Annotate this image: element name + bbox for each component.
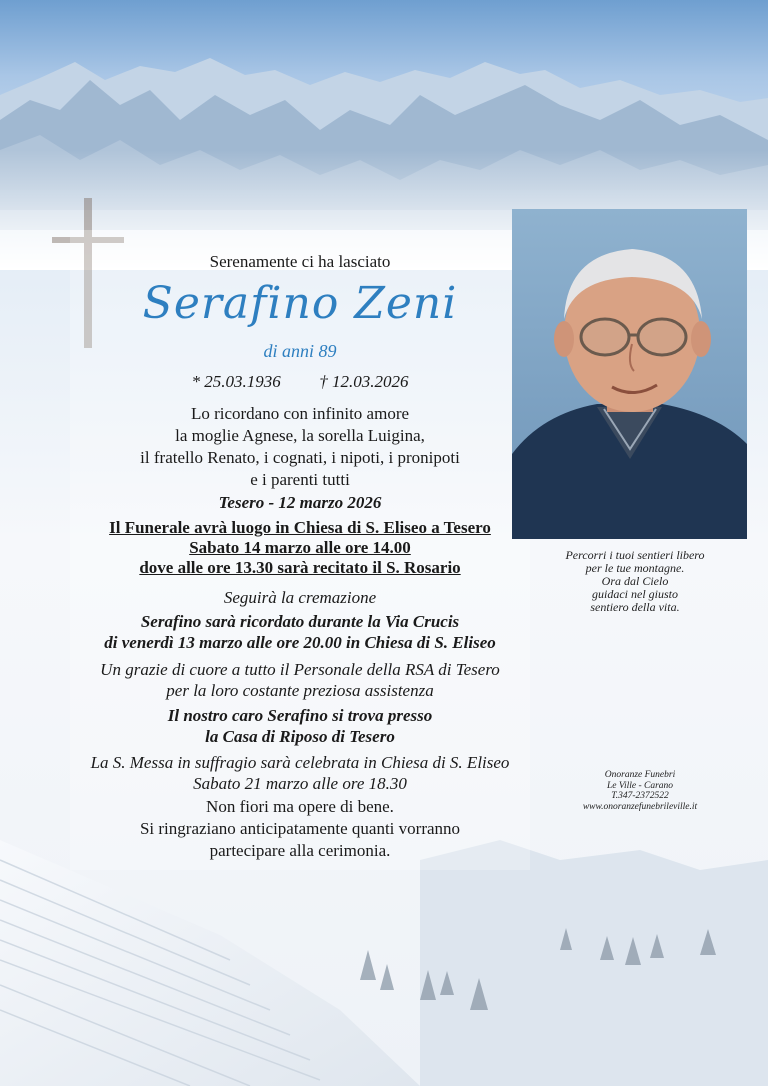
verse-line: guidaci nel giusto — [592, 587, 678, 601]
verse-line: sentiero della vita. — [590, 600, 680, 614]
mass-line: Sabato 21 marzo alle ore 18.30 — [193, 774, 407, 793]
location-block — [80, 705, 520, 747]
via-crucis-line: di venerdì 13 marzo alle ore 20.00 in Chiesa di S. Eliseo — [104, 633, 496, 652]
funeral-line: Sabato 14 marzo alle ore 14.00 — [189, 538, 411, 557]
death-date: † 12.03.2026 — [319, 372, 409, 391]
via-crucis-block — [80, 611, 520, 653]
age-text: di anni 89 — [263, 341, 337, 361]
agency-website: www.onoranzefunebrileville.it — [582, 801, 698, 812]
funeral-block — [80, 518, 520, 578]
mourners-line: Lo ricordano con infinito amore — [190, 404, 410, 423]
funeral-line: Il Funerale avrà luogo in Chiesa di S. Eliseo a Tesero — [109, 518, 491, 537]
cremation-text: Seguirà la cremazione — [223, 588, 377, 607]
portrait-photo — [512, 209, 747, 539]
agency-line: T.347-2372522 — [611, 791, 669, 801]
agency-line: Onoranze Funebri — [604, 770, 676, 780]
birth-date: * 25.03.1936 — [191, 372, 281, 391]
dates — [80, 372, 520, 392]
mourners-line: il fratello Renato, i cognati, i nipoti, i pronipoti — [140, 448, 460, 467]
place-date: Tesero - 12 marzo 2026 — [218, 493, 382, 512]
location-line: Il nostro caro Serafino si trova presso — [167, 706, 433, 725]
thanks-block — [80, 659, 520, 701]
intro-text: Serenamente ci ha lasciato — [209, 252, 391, 271]
memorial-verse — [520, 549, 750, 614]
mourners-line: la moglie Agnese, la sorella Luigina, — [175, 426, 425, 445]
verse-line: Ora dal Cielo — [601, 574, 669, 588]
mass-block — [80, 752, 520, 794]
funeral-line: dove alle ore 13.30 sarà recitato il S. Rosario — [139, 558, 461, 577]
closing-line: Si ringraziano anticipatamente quanti vorranno — [139, 819, 461, 838]
funeral-agency — [540, 770, 740, 812]
thanks-line: Un grazie di cuore a tutto il Personale della RSA di Tesero — [100, 660, 500, 679]
via-crucis-line: Serafino sarà ricordato durante la Via Crucis — [140, 612, 460, 631]
deceased-name: Serafino Zeni — [142, 278, 458, 329]
mourners-block — [80, 403, 520, 491]
thanks-line: per la loro costante preziosa assistenza — [166, 681, 434, 700]
closing-line: partecipare alla cerimonia. — [209, 841, 391, 860]
mourners-line: e i parenti tutti — [250, 470, 350, 489]
verse-line: Percorri i tuoi sentieri libero — [565, 548, 705, 562]
mass-line: La S. Messa in suffragio sarà celebrata in Chiesa di S. Eliseo — [90, 753, 510, 772]
closing-block — [80, 796, 520, 862]
agency-line: Le Ville - Carano — [606, 780, 674, 791]
closing-line: Non fiori ma opere di bene. — [206, 797, 394, 816]
location-line: la Casa di Riposo di Tesero — [205, 727, 395, 746]
verse-line: per le tue montagne. — [585, 561, 685, 575]
